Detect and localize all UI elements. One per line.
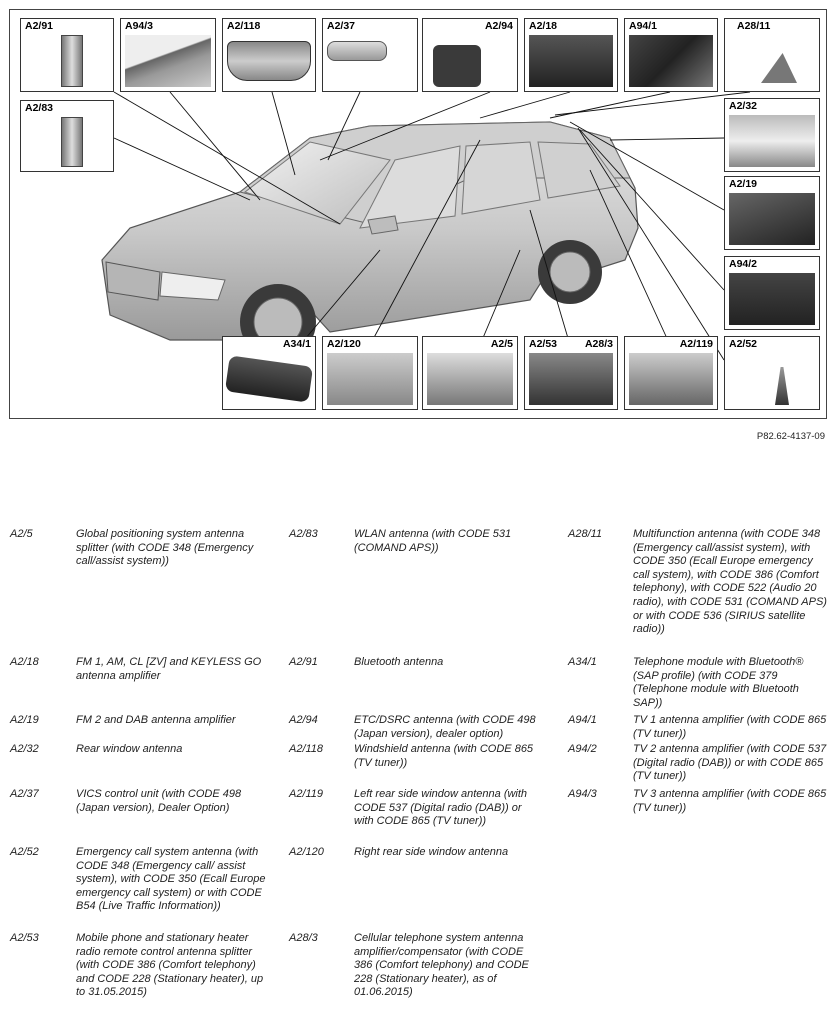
legend-code: A2/120 [289, 846, 324, 858]
antenna-location-figure [9, 9, 827, 419]
legend-description: Emergency call system antenna (with CODE 348 (Emergency call/ assist system), with CODE 350 (Ecall Europe emergency call system) or with CODE B54 (Live Traffic Information)) [76, 846, 266, 913]
callout-a2-32 [724, 98, 820, 172]
legend-code: A94/2 [568, 743, 597, 755]
legend-code: A28/11 [568, 528, 603, 540]
legend-code: A2/118 [289, 743, 324, 755]
legend-description: TV 2 antenna amplifier (with CODE 537 (Digital radio (DAB)) or with CODE 865 (TV tuner)) [633, 743, 827, 783]
callout-label: A28/3 [584, 338, 613, 350]
callout-label: A2/19 [729, 178, 758, 190]
callout-a2-53-a28-3 [524, 336, 618, 410]
legend-description: Global positioning system antenna splitter (with CODE 348 (Emergency call/assist system)) [76, 528, 254, 568]
legend-description: FM 1, AM, CL [ZV] and KEYLESS GO antenna amplifier [76, 656, 262, 682]
callout-label: A2/119 [679, 338, 713, 350]
legend-code: A2/52 [10, 846, 39, 858]
legend-code: A28/3 [289, 932, 318, 944]
callout-a2-37 [322, 18, 418, 92]
legend-code: A2/53 [10, 932, 39, 944]
legend-description: FM 2 and DAB antenna amplifier [76, 714, 236, 726]
callout-a94-2 [724, 256, 820, 330]
callout-label: A2/94 [484, 20, 513, 32]
legend-description: Telephone module with Bluetooth® (SAP profile) (with CODE 379 (Telephone module with Bluetooth SAP)) [633, 656, 804, 709]
legend-description: Cellular telephone system antenna amplifier/compensator (with CODE 386 (Comfort telephony) and CODE 228 (Stationary heater), as of 01.06.2015) [354, 932, 529, 999]
callout-label: A2/37 [327, 20, 356, 32]
legend-code: A2/18 [10, 656, 39, 668]
callout-label: A2/5 [490, 338, 513, 350]
callout-label: A2/83 [25, 102, 54, 114]
callout-a2-120 [322, 336, 418, 410]
legend-description: TV 3 antenna amplifier (with CODE 865 (TV tuner)) [633, 788, 827, 814]
callout-label: A2/18 [529, 20, 558, 32]
legend-code: A2/19 [10, 714, 39, 726]
callout-a2-19 [724, 176, 820, 250]
legend-description: Bluetooth antenna [354, 656, 444, 668]
callout-label: A94/2 [729, 258, 758, 270]
legend-code: A2/83 [289, 528, 318, 540]
callout-a2-52 [724, 336, 820, 410]
callout-a28-11 [724, 18, 820, 92]
legend-description: Mobile phone and stationary heater radio remote control antenna splitter (with CODE 386 (Comfort telephony) and CODE 228 (Stationary heater), up to 31.05.2015) [76, 932, 264, 999]
legend-description: Windshield antenna (with CODE 865 (TV tuner)) [354, 743, 534, 769]
legend-code: A94/3 [568, 788, 597, 800]
callout-a2-94 [422, 18, 518, 92]
legend-description: VICS control unit (with CODE 498 (Japan version), Dealer Option) [76, 788, 242, 814]
legend-code: A2/5 [10, 528, 33, 540]
callout-label: A2/120 [327, 338, 361, 350]
legend-description: Multifunction antenna (with CODE 348 (Emergency call/assist system), with CODE 350 (Ecall Europe emergency call system), with CODE 386 (Comfort telephony), with CODE 522 (Audio 20 radio), with CODE 531 (COMAND APS) or with CODE 536 (SIRIUS satellite radio)) [633, 528, 827, 636]
callout-label: A2/52 [729, 338, 758, 350]
legend-description: TV 1 antenna amplifier (with CODE 865 (TV tuner)) [633, 714, 827, 740]
legend-description: Rear window antenna [76, 743, 183, 755]
legend-code: A34/1 [568, 656, 597, 668]
callout-a94-1 [624, 18, 718, 92]
callout-label: A2/53 [529, 338, 558, 350]
legend-description: Left rear side window antenna (with CODE 537 (Digital radio (DAB)) or with CODE 865 (TV tuner)) [354, 788, 528, 828]
callout-label: A34/1 [282, 338, 311, 350]
callout-label: A94/1 [629, 20, 658, 32]
callout-a2-91 [20, 18, 114, 92]
figure-reference: P82.62-4137-09 [756, 431, 825, 442]
callout-a94-3 [120, 18, 216, 92]
legend-code: A2/37 [10, 788, 39, 800]
callout-a2-18 [524, 18, 618, 92]
callout-a2-5 [422, 336, 518, 410]
callout-a34-1 [222, 336, 316, 410]
legend-description: ETC/DSRC antenna (with CODE 498 (Japan version), dealer option) [354, 714, 536, 740]
callout-label: A94/3 [125, 20, 154, 32]
legend-code: A2/119 [289, 788, 324, 800]
callout-a2-118 [222, 18, 316, 92]
legend-code: A94/1 [568, 714, 597, 726]
legend-code: A2/32 [10, 743, 39, 755]
callout-label: A2/91 [25, 20, 54, 32]
callout-label: A2/118 [227, 20, 261, 32]
legend-description: Right rear side window antenna [354, 846, 509, 858]
callout-a2-83 [20, 100, 114, 172]
callout-label: A2/32 [729, 100, 758, 112]
legend-code: A2/94 [289, 714, 318, 726]
legend-description: WLAN antenna (with CODE 531 (COMAND APS)) [354, 528, 512, 554]
callout-a2-119 [624, 336, 718, 410]
callout-label: A28/11 [737, 20, 771, 32]
legend-code: A2/91 [289, 656, 318, 668]
